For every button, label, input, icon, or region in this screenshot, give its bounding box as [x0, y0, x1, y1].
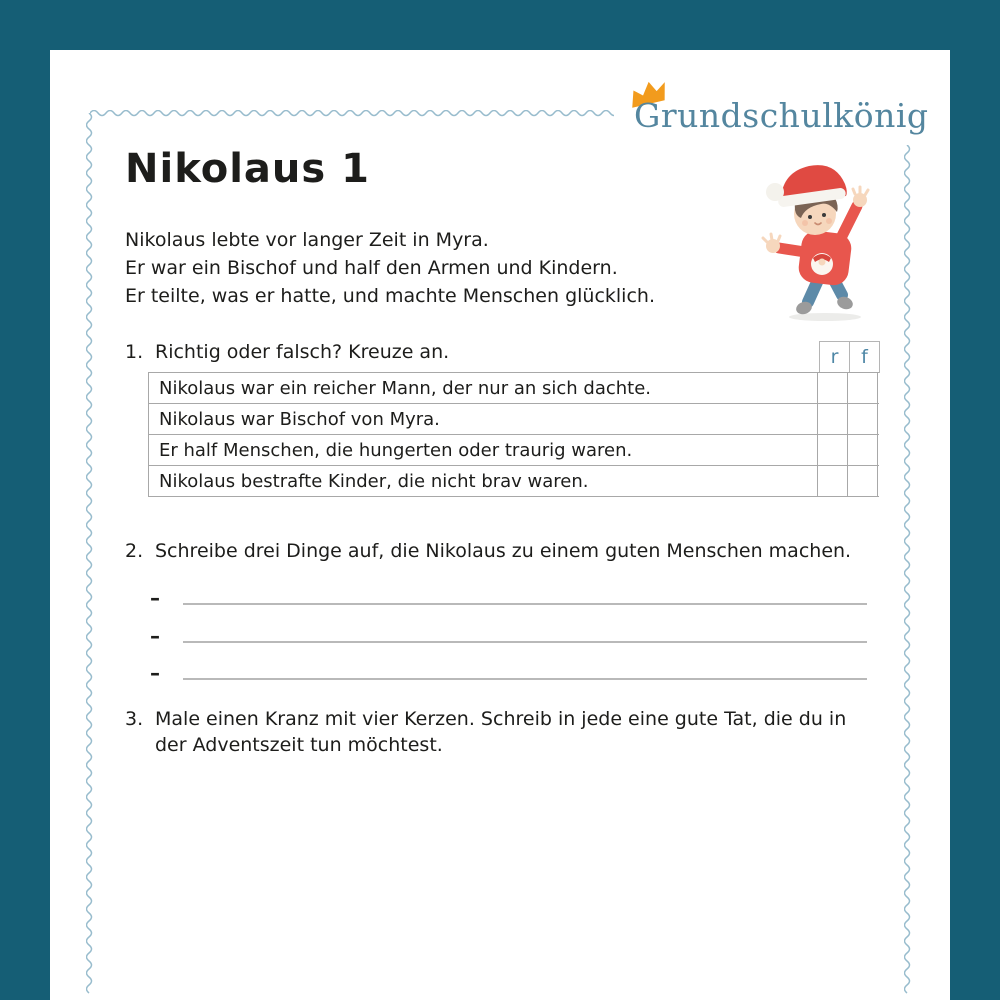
intro-line: Er war ein Bischof und half den Armen und Kindern.	[125, 257, 618, 279]
table-row	[148, 435, 879, 466]
table-row	[148, 373, 879, 404]
task3-prompt: 3. Male einen Kranz mit vier Kerzen. Schreib in jede eine gute Tat, die du in der Adventszeit tun möchtest.	[125, 708, 847, 756]
intro-line: Nikolaus lebte vor langer Zeit in Myra.	[125, 229, 489, 251]
statement-text: Nikolaus war ein reicher Mann, der nur an sich dachte.	[148, 373, 817, 403]
task1-prompt: 1. Richtig oder falsch? Kreuze an.	[125, 341, 450, 363]
table-row	[148, 466, 879, 497]
checkbox-falsch[interactable]	[847, 435, 878, 465]
checkbox-richtig[interactable]	[817, 373, 847, 403]
answer-line	[150, 660, 867, 685]
intro-line: Er teilte, was er hatte, und machte Menschen glücklich.	[125, 285, 655, 307]
statement-text: Nikolaus war Bischof von Myra.	[148, 404, 817, 434]
wavy-border-right	[904, 145, 911, 997]
logo-text: Grundschulkönig	[634, 96, 929, 135]
wavy-border-top	[90, 110, 614, 117]
task3-number: 3.	[125, 708, 144, 730]
table-row	[148, 404, 879, 435]
checkbox-falsch[interactable]	[847, 466, 878, 496]
checkbox-richtig[interactable]	[817, 466, 847, 496]
task2-prompt: 2. Schreibe drei Dinge auf, die Nikolaus zu einem guten Menschen machen.	[125, 540, 852, 562]
true-false-column-header	[819, 341, 880, 373]
worksheet-page	[50, 50, 950, 1000]
dash-bullet: –	[150, 624, 160, 648]
wavy-border-left	[86, 113, 93, 997]
checkbox-falsch[interactable]	[847, 404, 878, 434]
checkbox-richtig[interactable]	[817, 435, 847, 465]
checkbox-richtig[interactable]	[817, 404, 847, 434]
column-header-falsch: f	[849, 341, 880, 373]
statement-text: Nikolaus bestrafte Kinder, die nicht brav waren.	[148, 466, 817, 496]
santa-boy-illustration	[745, 152, 885, 327]
checkbox-falsch[interactable]	[847, 373, 878, 403]
dash-bullet: –	[150, 586, 160, 610]
answer-line	[150, 623, 867, 648]
writing-line[interactable]	[183, 660, 867, 680]
task1-number: 1.	[125, 341, 144, 363]
dash-bullet: –	[150, 661, 160, 685]
column-header-richtig: r	[819, 341, 849, 373]
page-title: Nikolaus 1	[125, 146, 370, 192]
statement-text: Er half Menschen, die hungerten oder traurig waren.	[148, 435, 817, 465]
grundschulkoenig-logo	[622, 80, 929, 142]
statements-table	[148, 372, 879, 497]
answer-line	[150, 585, 867, 610]
task2-number: 2.	[125, 540, 144, 562]
drawing-area[interactable]	[150, 820, 850, 990]
writing-line[interactable]	[183, 585, 867, 605]
writing-line[interactable]	[183, 623, 867, 643]
intro-paragraph	[125, 226, 655, 310]
